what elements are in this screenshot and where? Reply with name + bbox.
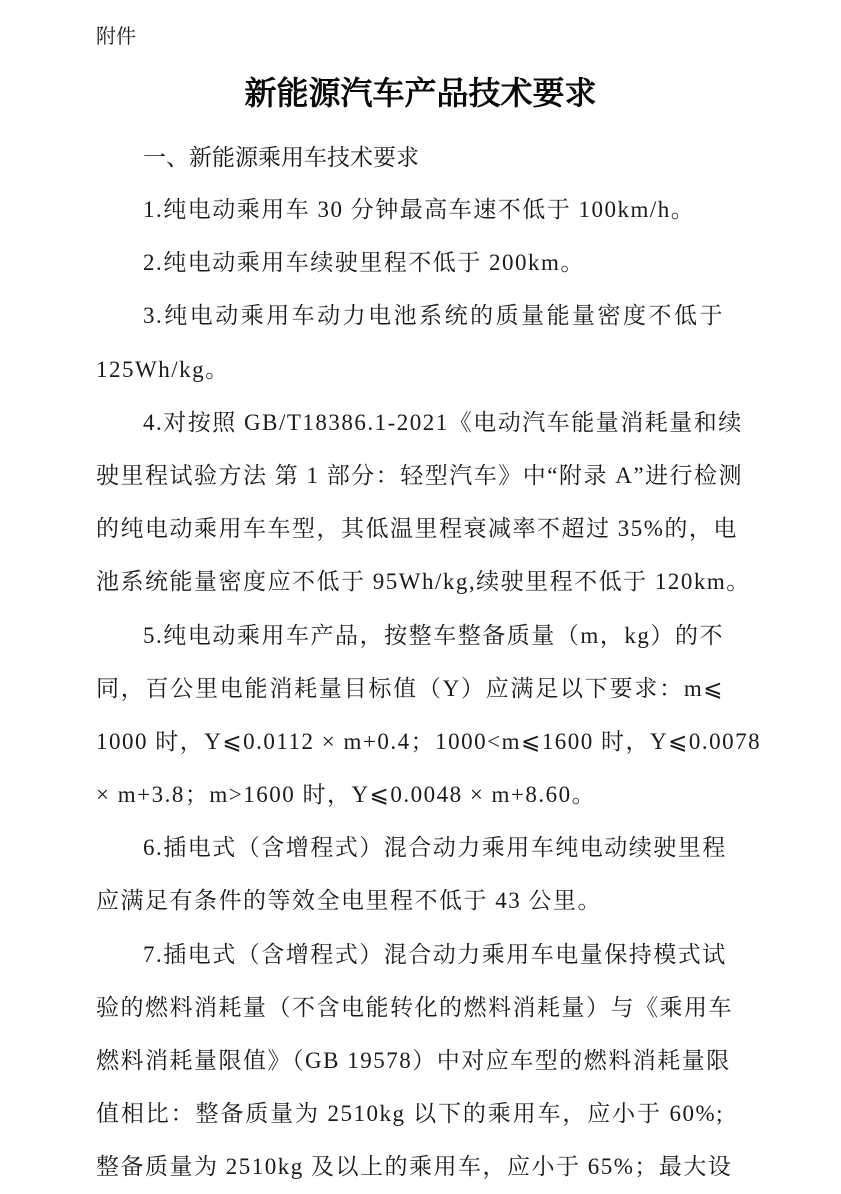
requirement-item-2	[96, 236, 724, 289]
document-title: 新能源汽车产品技术要求	[244, 74, 597, 112]
paragraph-line: 7.插电式（含增程式）混合动力乘用车电量保持模式试	[143, 941, 727, 967]
paragraph-line: 整备质量为 2510kg 及以上的乘用车，应小于 65%；最大设	[96, 1154, 733, 1180]
paragraph-line: 3.纯电动乘用车动力电池系统的质量能量密度不低于	[143, 303, 724, 329]
paragraph-line: × m+3.8；m>1600 时，Y⩽0.0048 × m+8.60。	[96, 782, 597, 808]
paragraph-line: 应满足有条件的等效全电里程不低于 43 公里。	[96, 888, 602, 914]
paragraph-line: 值相比：整备质量为 2510kg 以下的乘用车，应小于 60%;	[96, 1101, 724, 1127]
paragraph-line: 同，百公里电能消耗量目标值（Y）应满足以下要求：m⩽	[96, 675, 724, 701]
requirement-item-6	[96, 821, 727, 927]
requirement-item-1	[96, 183, 724, 236]
requirement-item-3	[96, 289, 724, 395]
attachment-label: 附件	[96, 24, 136, 48]
paragraph-line: 池系统能量密度应不低于 95Wh/kg,续驶里程不低于 120km。	[96, 569, 751, 595]
paragraph-line: 驶里程试验方法 第 1 部分：轻型汽车》中“附录 A”进行检测	[96, 462, 744, 488]
paragraph-line: 1000 时，Y⩽0.0112 × m+0.4；1000<m⩽1600 时，Y⩽0.0078	[96, 728, 762, 754]
paragraph-line: 验的燃料消耗量（不含电能转化的燃料消耗量）与《乘用车	[96, 994, 733, 1020]
paragraph-line: 燃料消耗量限值》（GB 19578）中对应车型的燃料消耗量限	[96, 1048, 731, 1073]
paragraph-line: 的纯电动乘用车车型，其低温里程衰减率不超过 35%的，电	[96, 516, 738, 542]
requirement-item-5	[96, 609, 762, 822]
paragraph-line: 4.对按照 GB/T18386.1-2021《电动汽车能量消耗量和续	[143, 409, 743, 435]
paragraph-line: 6.插电式（含增程式）混合动力乘用车纯电动续驶里程	[143, 835, 727, 861]
requirement-item-7	[96, 928, 733, 1194]
paragraph-line: 125Wh/kg。	[96, 356, 230, 382]
section-body	[96, 183, 762, 1194]
paragraph-line: 5.纯电动乘用车产品，按整车整备质量（m，kg）的不	[143, 622, 724, 648]
requirement-item-4	[96, 396, 751, 609]
paragraph-line: 2.纯电动乘用车续驶里程不低于 200km。	[143, 250, 585, 276]
section-heading: 一、新能源乘用车技术要求	[143, 145, 419, 171]
paragraph-line: 1.纯电动乘用车 30 分钟最高车速不低于 100km/h。	[143, 197, 696, 222]
